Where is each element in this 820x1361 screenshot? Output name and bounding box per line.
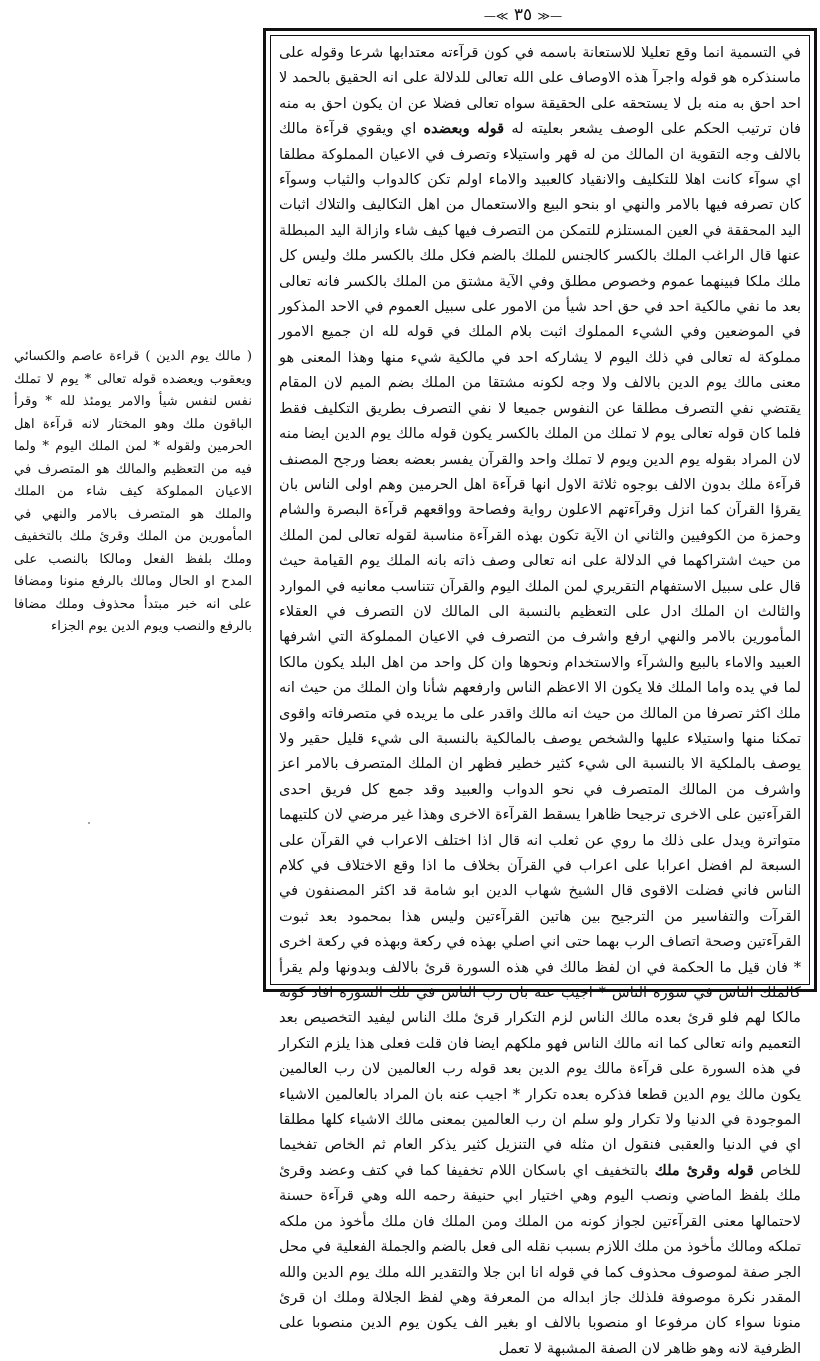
main-text-inner-frame [270, 35, 810, 1357]
page-number-value: ٣٥ [513, 5, 533, 25]
lead-phrase-1: قوله وبعضده [423, 120, 505, 138]
margin-note-text: ( مالك يوم الدين ) قراءة عاصم والكسائي ويعقوب ويعضده قوله تعالى * يوم لا تملك نفس لنفس شيأ والامر يومئذ لله * وقرأ الباقون ملك وهو المختار لانه قرآءة اهل الحرمين ولقوله * لمن الملك اليوم * ولما فيه من التعظيم والمالك هو المتصرف في الاعيان المملوكة كيف شاء من الملك والملك هو المتصرف بالامر والنهي في المأمورين من الملك وقرئ ملك بالتخفيف وملك بلفظ الفعل ومالكا بالنصب على المدح او الحال ومالك بالرفع منونا ومضافا على انه خبر مبتدأ محذوف وملك مضافا بالرفع والنصب ويوم الدين يوم الجزاء [14, 349, 252, 634]
main-text-paragraph-1: في التسمية انما وقع تعليلا للاستعانة باسمه في كون قرآءته معتدابها شرعا وقوله على ماسنذكره هو قوله واجرآ هذه الاوصاف على الله تعالى للدلالة على انه الحقيق بالحمد لا احد احق به منه بل لا يستحقه على الحقيقة سواه تعالى فضلا عن ان يكون احق به منه فان ترتيب الحكم على الوصف يشعر بعليته له [279, 44, 802, 138]
lead-phrase-2: قوله وقرئ ملك [654, 1161, 754, 1179]
main-text-paragraph-2: اي ويقوي قرآءة مالك بالالف وجه التقوية ان المالك من له قهر واستيلاء وتصرف في الاعيان المملوكة مطلقا اي سوآء كانت اهلا للتكليف والانقياد كالعبيد والاماء اولم تكن كالدواب والثياب وسوآء كان تصرفه فيها بالامر والنهي او بنحو البيع والاستعمال من اهل التكاليف والتلاك اثبات اليد المحققة في العين المستلزم للتمكن من التصرف فيها كيف شاء وازالة اليد المبطلة عنها قال الراغب الملك بالكسر كالجنس للملك بالضم فكل ملك بالكسر ملك وليس كل ملك ملكا فبينهما عموم وخصوص مطلق وفي الآية مشتق من الملك بالكسر فانه تعالى بعد ما نفي مالكية احد في حق احد شيأ من الامور على سبيل العموم في الاحد المذكور في الموضعين وفي الشيء المملوك اثبت بلام الملك في قوله لله ان جميع الامور مملوكة له تعالى في ذلك اليوم لا يشاركه احد في مالكية شيء منها وهذا المعنى هو معنى مالك يوم الدين بالالف ولا وجه لكونه مشتقا من الملك بضم الميم لان المقام يقتضي نفي التصرف مطلقا عن النفوس جميعا لا نفي التصرف بطريق التكليف فقط فلما كان قوله تعالى يوم لا تملك من الملك بالكسر يكون قوله مالك يوم الدين ايضا منه لان المراد بقوله يوم الدين ويوم لا تملك واحد والقرآن يفسر بعضه بعضا ورجح المصنف قرآءة ملك بدون الالف بوجوه ثلاثة الاول انها قرآءة اهل الحرمين وهم اولى الناس بان يقرؤا القرآن كما انزل وقرآءتهم الاعلون رواية وفصاحة وواقعهم قرآءة البصرة والشام وحمزة من الكوفيين والثاني ان الآية تكون بهذه القرآءة مناسبة لقوله تعالى لمن الملك من حيث اشتراكهما في الدلالة على انه تعالى وصف ذاته بانه الملك يوم القيامة حيث قال على سبيل الاستفهام التقريري لمن الملك اليوم والقرآن تتناسب معانيه في الموارد والثالث ان الملك ادل على التعظيم بالنسبة الى المالك لان التصرف في العقلاء المأمورين بالامر والنهي ارفع واشرف من التصرف في الاعيان المملوكة التي اشرفها العبيد والاماء بالبيع والشرآء والاستخدام ونحوها وان كل واحد من اهل البلد يكون مالكا لما في يده واما الملك فلا يكون الا الاعظم الناس وارفعهم شأنا وان الملك من حيث انه ملك اكثر تصرفا من المالك من حيث انه مالك واقدر على ما يريده في متصرفاته واقوى تمكنا منها واستيلاء عليها والشخص يوصف بالمالكية بالنسبة الى شيء قليل حقير ولا يوصف بالملكية الا بالنسبة الى شيء كثير خطير فظهر ان الملك المتصرف بالامر اعز واشرف من المالك المتصرف في نحو الدواب والعبيد وقد جمع كل فريق احدى القرآءتين على الاخرى ترجيحا ظاهرا يسقط القرآءة الاخرى وهذا غير مرضي لان كلتيهما متواترة ويدل على ذلك ما روي عن ثعلب انه قال اذا اختلف الاعراب في القرآن على السبعة لم افضل اعرابا على اعراب في القرآن بخلاف ما اذا وقع الاختلاف في كلام الناس فاني فضلت الاقوى قال الشيخ شهاب الدين ابو شامة قد اكثر المصنفون في القرآت والتفاسير من الترجيح بين هاتين القرآءتين وليس هذا بمحمود بعد ثبوت القرآءتين وصحة اتصاف الرب بهما حتى اني اصلي بهذه في ركعة وبهذه في ركعة اخرى * فان قيل ما الحكمة في ان لفظ مالك في هذه السورة قرئ بالالف وبدونها ولم يقرأ كالملك الناس في سورة الناس * اجيب عنه بان رب الناس في تلك السورة افاد كونه مالكا لهم فلو قرئ بعده مالك الناس لزم التكرار قرئ ملك الناس ليفيد التخصيص بعد التعميم وانه تعالى كما انه مالك الناس فهو ملكهم ايضا فان قلت فعلى هذا يلزم التكرار في هذه السورة على قرآءة مالك يوم الدين بعد قوله رب العالمين لان رب العالمين يكون مالك يوم الدين قطعا فذكره بعده تكرار * اجيب عنه بان المراد بالعالمين الاشياء الموجودة في الدنيا ولا تكرار ولو سلم ان رب العالمين بمعنى مالك الاشياء كلها مطلقا اي في الدنيا والعقبى فنقول ان مثله في التنزيل كثير يذكر العام ثم الخاص تفخيما للخاص [279, 120, 801, 1179]
page-number-ornament-left: —≪ [483, 9, 509, 23]
main-commentary-text [271, 36, 809, 1361]
main-text-frame [263, 28, 817, 1357]
ink-speck [88, 822, 90, 824]
page-number-ornament-right: ≫— [537, 9, 563, 23]
main-text-paragraph-3: بالتخفيف اي باسكان اللام تخفيفا كما في كتف وعضد وقرئ ملك بلفظ الماضي ونصب اليوم وهي اختيار ابي حنيفة رحمه الله وهي قرآءة حسنة لاحتمالها معنى القرآءتين لجواز كونه من الملك ومن الملك فان ملك مأخوذ من ملكه تملكه ومالك مأخوذ من ملك اللازم بسبب نقله الى فعل بالضم والجملة الفعلية في محل الجر صفة لموصوف محذوف كما في قوله انا ابن جلا والتقدير الله ملك يوم الدين والله المقدر نكرة موصوفة فلذلك جاز ابداله من المعرفة وهي لفظ الجلالة وملك ان قرئ منونا سواء كان مرفوعا او منصوبا بالالف او بغير الف يكون يوم الدين منصوبا على الظرفية لانه وهو ظاهر لان الصفة المشبهة لا تعمل [279, 1161, 801, 1357]
page-number [478, 4, 568, 26]
